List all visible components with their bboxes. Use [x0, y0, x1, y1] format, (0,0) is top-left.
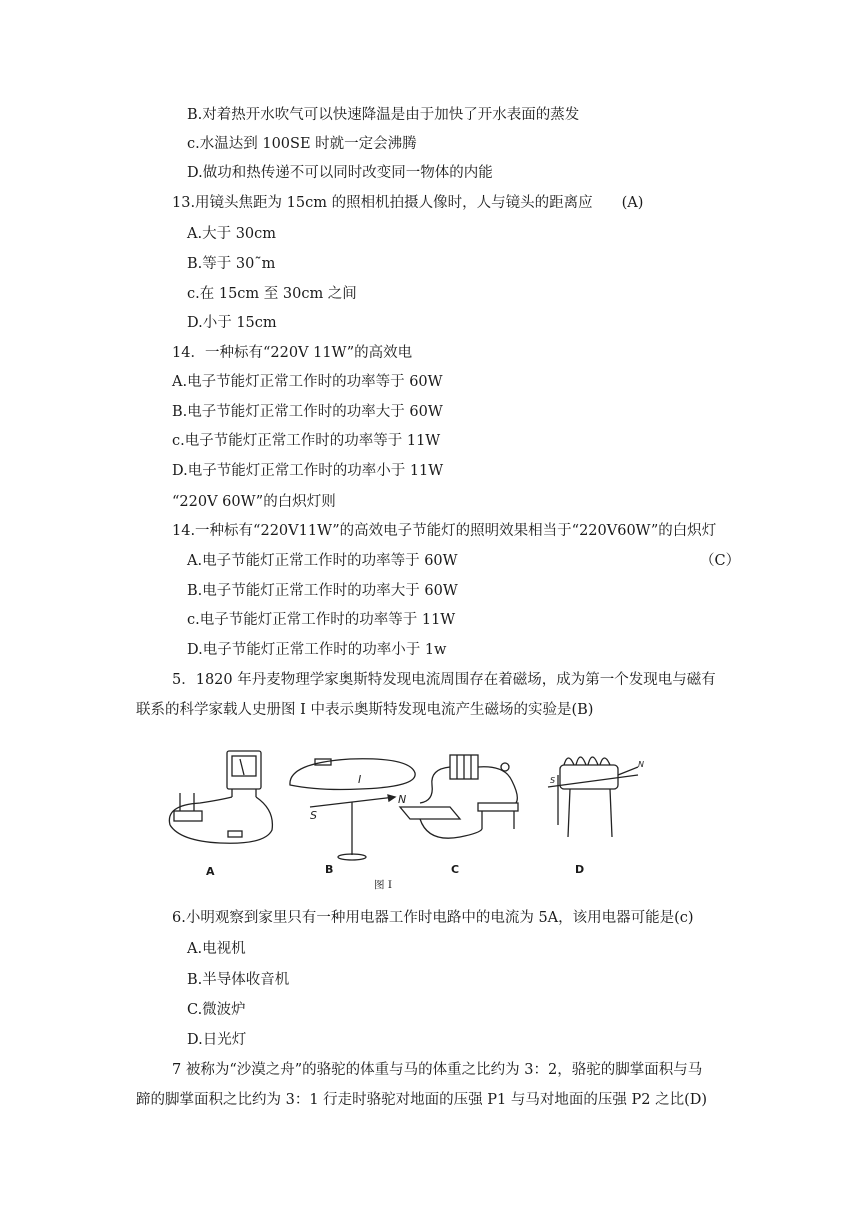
question-7-line-1: 7 被称为“沙漠之舟”的骆驼的体重与马的体重之比约为 3：2，骆驼的脚掌面积与马 [172, 1062, 703, 1078]
figure-a-drawing [169, 751, 272, 843]
question-13: 13.用镜头焦距为 15cm 的照相机拍摄人像时，人与镜头的距离应 (A) [172, 195, 644, 211]
figure-b-drawing [290, 759, 415, 860]
figure-b-text-labels [310, 760, 644, 822]
option-c-q14: c.电子节能灯正常工作时的功率等于 11W [187, 612, 456, 628]
option-c-q12: c.水温达到 100SE 时就一定会沸腾 [187, 136, 417, 152]
option-a-q14-draft: A.电子节能灯正常工作时的功率等于 60W [172, 374, 443, 390]
figure-d-label-s: S [550, 776, 556, 785]
question-5-line-2: 联系的科学家载人史册图 I 中表示奥斯特发现电流产生磁场的实验是(B) [136, 702, 594, 718]
option-b-q6: B.半导体收音机 [187, 972, 290, 988]
option-c-q6: C.微波炉 [187, 1002, 246, 1018]
figure-b-label-s: S [310, 809, 317, 822]
question-14-fragment: 14．一种标有“220V 11W”的高效电 [172, 345, 413, 361]
figure-c-drawing [400, 755, 518, 838]
option-c-q13: c.在 15cm 至 30cm 之间 [187, 286, 357, 302]
question-5-line-1: 5．1820 年丹麦物理学家奥斯特发现电流周围存在着磁场，成为第一个发现电与磁有 [172, 672, 716, 688]
option-b-q13: B.等于 30˜m [187, 256, 276, 272]
option-b-q12: B.对着热开水吹气可以快速降温是由于加快了开水表面的蒸发 [187, 107, 580, 123]
figure-b-label-n: N [398, 793, 407, 806]
figure-drawings [160, 745, 700, 895]
figure-d-label-n: N [638, 760, 644, 769]
figure-label-b: B [325, 863, 334, 876]
option-d-q14: D.电子节能灯正常工作时的功率小于 1w [187, 642, 447, 658]
option-d-q6: D.日光灯 [187, 1032, 247, 1048]
answer-q14: （C） [700, 553, 741, 569]
option-a-q13: A.大于 30cm [187, 226, 277, 242]
figure-oersted-experiments [160, 745, 700, 895]
option-d-q13: D.小于 15cm [187, 315, 277, 331]
question-7-line-2: 蹄的脚掌面积之比约为 3：1 行走时骆驼对地面的压强 P1 与马对地面的压强 P2 之比(D) [136, 1092, 708, 1108]
option-a-q14: A.电子节能灯正常工作时的功率等于 60W [187, 553, 458, 569]
figure-label-d: D [575, 863, 585, 876]
option-b-q14: B.电子节能灯正常工作时的功率大于 60W [187, 583, 458, 599]
figure-b-label-i: I [358, 773, 362, 786]
question-14: 14.一种标有“220V11W”的高效电子节能灯的照明效果相当于“220V60W”的白炽灯 [172, 523, 717, 539]
option-b-q14-draft: B.电子节能灯正常工作时的功率大于 60W [172, 404, 443, 420]
figure-label-a: A [206, 865, 215, 878]
figure-d-drawing [548, 757, 638, 837]
question-14-fragment-2: “220V 60W”的白炽灯则 [172, 494, 336, 510]
option-c-q14-draft: c.电子节能灯正常工作时的功率等于 11W [172, 433, 441, 449]
figure-label-c: C [451, 863, 460, 876]
question-6: 6.小明观察到家里只有一种用电器工作时电路中的电流为 5A，该用电器可能是(c) [172, 910, 694, 926]
option-a-q6: A.电视机 [187, 941, 246, 957]
option-d-q12: D.做功和热传递不可以同时改变同一物体的内能 [187, 165, 493, 181]
figure-caption: 图 I [374, 879, 392, 891]
option-d-q14-draft: D.电子节能灯正常工作时的功率小于 11W [172, 463, 444, 479]
